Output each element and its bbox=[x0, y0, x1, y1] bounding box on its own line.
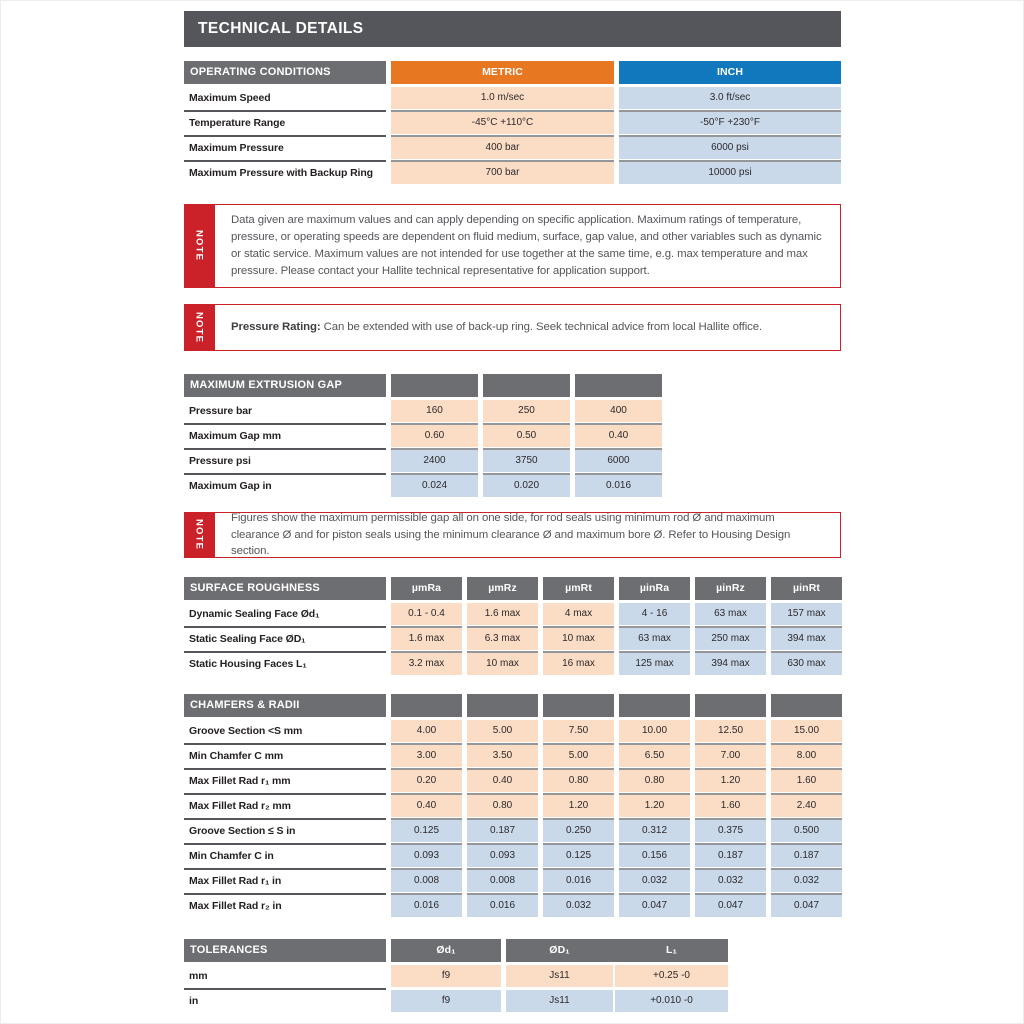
note-tab bbox=[184, 512, 214, 558]
value-cell: 394 max bbox=[771, 628, 842, 650]
value-cell: 1.20 bbox=[543, 795, 614, 817]
note-text-body: Can be extended with use of back-up ring. Seek technical advice from local Hallite office. bbox=[320, 321, 763, 334]
value-cell: 0.032 bbox=[543, 895, 614, 917]
value-cell: 0.50 bbox=[483, 425, 570, 447]
column-header-label: ØD₁ bbox=[549, 944, 570, 956]
value-cell: 12.50 bbox=[695, 720, 766, 742]
value-cell: 157 max bbox=[771, 603, 842, 625]
value-cell: -50°F +230°F bbox=[619, 112, 841, 134]
column-header: METRIC bbox=[391, 61, 614, 84]
value-cell: 0.20 bbox=[391, 770, 462, 792]
note-text bbox=[214, 512, 841, 558]
value-cell: 0.032 bbox=[771, 870, 842, 892]
value-cell: 0.312 bbox=[619, 820, 690, 842]
value-cell-group bbox=[506, 965, 728, 987]
value-cell: 2.40 bbox=[771, 795, 842, 817]
tolerances-table bbox=[184, 939, 841, 1012]
column-header bbox=[467, 694, 538, 717]
row-label: Temperature Range bbox=[184, 112, 386, 134]
value-cell-group bbox=[506, 990, 728, 1012]
column-header: µinRz bbox=[695, 577, 766, 600]
row-label: Max Fillet Rad r₁ mm bbox=[184, 770, 386, 792]
column-header bbox=[506, 939, 728, 962]
table-title: SURFACE ROUGHNESS bbox=[184, 577, 386, 600]
value-cell: 6.3 max bbox=[467, 628, 538, 650]
value-cell: 0.016 bbox=[467, 895, 538, 917]
row-label: Groove Section <S mm bbox=[184, 720, 386, 742]
value-cell: 1.0 m/sec bbox=[391, 87, 614, 109]
value-cell: 0.500 bbox=[771, 820, 842, 842]
value-cell: 0.187 bbox=[771, 845, 842, 867]
value-cell: 0.80 bbox=[619, 770, 690, 792]
value-cell: 0.016 bbox=[391, 895, 462, 917]
value-cell: 3.50 bbox=[467, 745, 538, 767]
value-cell: 10 max bbox=[543, 628, 614, 650]
row-label: Min Chamfer C in bbox=[184, 845, 386, 867]
row-label: Min Chamfer C mm bbox=[184, 745, 386, 767]
value-cell: 1.20 bbox=[695, 770, 766, 792]
value-cell: 0.40 bbox=[575, 425, 662, 447]
value-cell: 0.250 bbox=[543, 820, 614, 842]
note-text-body: Data given are maximum values and can apply depending on specific application. Maximum ratings of temperature, pressure, or operating speeds are dependent on fluid medium, surface, gap value, and other variables such as dynamic or static service. Maximum values are not intended for use together at the same time, e.g. max temperature and max pressure. Please contact your Hallite technical representative for application support. bbox=[231, 214, 822, 277]
table-title: OPERATING CONDITIONS bbox=[184, 61, 386, 84]
column-header: INCH bbox=[619, 61, 841, 84]
value-cell: 4 - 16 bbox=[619, 603, 690, 625]
row-label: Pressure psi bbox=[184, 450, 386, 472]
value-cell: 8.00 bbox=[771, 745, 842, 767]
surface-roughness-table bbox=[184, 577, 841, 675]
value-cell: 0.032 bbox=[619, 870, 690, 892]
row-label: Maximum Pressure bbox=[184, 137, 386, 159]
value-cell: 0.125 bbox=[543, 845, 614, 867]
value-cell: 6000 bbox=[575, 450, 662, 472]
value-cell: 0.032 bbox=[695, 870, 766, 892]
value-cell: +0.010 -0 bbox=[615, 990, 728, 1012]
row-label: Maximum Pressure with Backup Ring bbox=[184, 162, 386, 184]
value-cell: 0.016 bbox=[543, 870, 614, 892]
value-cell: 1.60 bbox=[771, 770, 842, 792]
value-cell: Js11 bbox=[506, 990, 613, 1012]
value-cell: 0.020 bbox=[483, 475, 570, 497]
page-title: TECHNICAL DETAILS bbox=[184, 11, 841, 47]
column-header bbox=[771, 694, 842, 717]
value-cell: 400 bbox=[575, 400, 662, 422]
row-label: Maximum Gap in bbox=[184, 475, 386, 497]
value-cell: 3.00 bbox=[391, 745, 462, 767]
column-header bbox=[695, 694, 766, 717]
column-header bbox=[391, 374, 478, 397]
value-cell: 0.024 bbox=[391, 475, 478, 497]
note-text bbox=[214, 304, 841, 351]
value-cell: 6000 psi bbox=[619, 137, 841, 159]
row-label: Maximum Speed bbox=[184, 87, 386, 109]
value-cell: 0.375 bbox=[695, 820, 766, 842]
value-cell: 700 bar bbox=[391, 162, 614, 184]
value-cell: +0.25 -0 bbox=[615, 965, 728, 987]
column-header: Ød₁ bbox=[391, 939, 501, 962]
value-cell: 0.008 bbox=[467, 870, 538, 892]
value-cell: 4.00 bbox=[391, 720, 462, 742]
column-header bbox=[483, 374, 570, 397]
value-cell: 125 max bbox=[619, 653, 690, 675]
value-cell: 0.1 - 0.4 bbox=[391, 603, 462, 625]
note-tab bbox=[184, 304, 214, 351]
value-cell: 7.00 bbox=[695, 745, 766, 767]
value-cell: 0.047 bbox=[695, 895, 766, 917]
table-title: MAXIMUM EXTRUSION GAP bbox=[184, 374, 386, 397]
note-tab-label: NOTE bbox=[193, 311, 205, 344]
value-cell: Js11 bbox=[506, 965, 613, 987]
row-label: Static Housing Faces L₁ bbox=[184, 653, 386, 675]
value-cell: 250 bbox=[483, 400, 570, 422]
column-header: µmRz bbox=[467, 577, 538, 600]
note-text bbox=[214, 204, 841, 288]
note-tab-label: NOTE bbox=[193, 519, 205, 551]
value-cell: 0.80 bbox=[543, 770, 614, 792]
note-box bbox=[184, 304, 841, 351]
table-title: TOLERANCES bbox=[184, 939, 386, 962]
value-cell: 10.00 bbox=[619, 720, 690, 742]
column-header: µmRa bbox=[391, 577, 462, 600]
value-cell: 4 max bbox=[543, 603, 614, 625]
datasheet-page bbox=[184, 11, 841, 1012]
column-header bbox=[619, 694, 690, 717]
note-tab-label: NOTE bbox=[193, 230, 205, 262]
value-cell: 394 max bbox=[695, 653, 766, 675]
value-cell: 16 max bbox=[543, 653, 614, 675]
value-cell: 0.80 bbox=[467, 795, 538, 817]
row-label: Max Fillet Rad r₁ in bbox=[184, 870, 386, 892]
value-cell: 0.60 bbox=[391, 425, 478, 447]
value-cell: 3.2 max bbox=[391, 653, 462, 675]
value-cell: 63 max bbox=[695, 603, 766, 625]
value-cell: 0.40 bbox=[391, 795, 462, 817]
value-cell: 7.50 bbox=[543, 720, 614, 742]
operating-conditions-table bbox=[184, 61, 841, 184]
value-cell: -45°C +110°C bbox=[391, 112, 614, 134]
value-cell: 0.047 bbox=[771, 895, 842, 917]
value-cell: 3.0 ft/sec bbox=[619, 87, 841, 109]
value-cell: 0.187 bbox=[467, 820, 538, 842]
value-cell: f9 bbox=[391, 965, 501, 987]
value-cell: 0.156 bbox=[619, 845, 690, 867]
value-cell: 10000 psi bbox=[619, 162, 841, 184]
value-cell: 0.047 bbox=[619, 895, 690, 917]
value-cell: 10 max bbox=[467, 653, 538, 675]
value-cell: 5.00 bbox=[467, 720, 538, 742]
value-cell: f9 bbox=[391, 990, 501, 1012]
row-label: in bbox=[184, 990, 386, 1012]
value-cell: 0.187 bbox=[695, 845, 766, 867]
note-box bbox=[184, 512, 841, 558]
column-header-label: L₁ bbox=[666, 944, 677, 956]
row-label: Groove Section ≤ S in bbox=[184, 820, 386, 842]
row-label: Max Fillet Rad r₂ in bbox=[184, 895, 386, 917]
value-cell: 6.50 bbox=[619, 745, 690, 767]
value-cell: 1.60 bbox=[695, 795, 766, 817]
value-cell: 0.016 bbox=[575, 475, 662, 497]
column-header: µinRt bbox=[771, 577, 842, 600]
note-box bbox=[184, 204, 841, 288]
value-cell: 630 max bbox=[771, 653, 842, 675]
row-label: Pressure bar bbox=[184, 400, 386, 422]
row-label: Static Sealing Face ØD₁ bbox=[184, 628, 386, 650]
column-header bbox=[543, 694, 614, 717]
note-text-body: Figures show the maximum permissible gap all on one side, for rod seals using minimum rod Ø and maximum clearance Ø and for piston seals using the minimum clearance Ø and maximum bore Ø. Refer to Housing Design section. bbox=[231, 511, 791, 558]
column-header: µinRa bbox=[619, 577, 690, 600]
value-cell: 5.00 bbox=[543, 745, 614, 767]
row-label: Max Fillet Rad r₂ mm bbox=[184, 795, 386, 817]
value-cell: 250 max bbox=[695, 628, 766, 650]
value-cell: 1.20 bbox=[619, 795, 690, 817]
value-cell: 0.093 bbox=[467, 845, 538, 867]
value-cell: 3750 bbox=[483, 450, 570, 472]
column-header: µmRt bbox=[543, 577, 614, 600]
row-label: mm bbox=[184, 965, 386, 987]
value-cell: 0.125 bbox=[391, 820, 462, 842]
value-cell: 400 bar bbox=[391, 137, 614, 159]
value-cell: 0.40 bbox=[467, 770, 538, 792]
note-text-bold: Pressure Rating: bbox=[231, 321, 321, 334]
value-cell: 160 bbox=[391, 400, 478, 422]
value-cell: 2400 bbox=[391, 450, 478, 472]
value-cell: 0.093 bbox=[391, 845, 462, 867]
chamfers-radii-table bbox=[184, 694, 841, 917]
value-cell: 0.008 bbox=[391, 870, 462, 892]
row-label: Dynamic Sealing Face Ød₁ bbox=[184, 603, 386, 625]
table-title: CHAMFERS & RADII bbox=[184, 694, 386, 717]
value-cell: 63 max bbox=[619, 628, 690, 650]
column-header bbox=[575, 374, 662, 397]
maximum-extrusion-gap-table bbox=[184, 374, 841, 497]
note-tab bbox=[184, 204, 214, 288]
value-cell: 1.6 max bbox=[467, 603, 538, 625]
row-label: Maximum Gap mm bbox=[184, 425, 386, 447]
value-cell: 1.6 max bbox=[391, 628, 462, 650]
column-header bbox=[391, 694, 462, 717]
value-cell: 15.00 bbox=[771, 720, 842, 742]
